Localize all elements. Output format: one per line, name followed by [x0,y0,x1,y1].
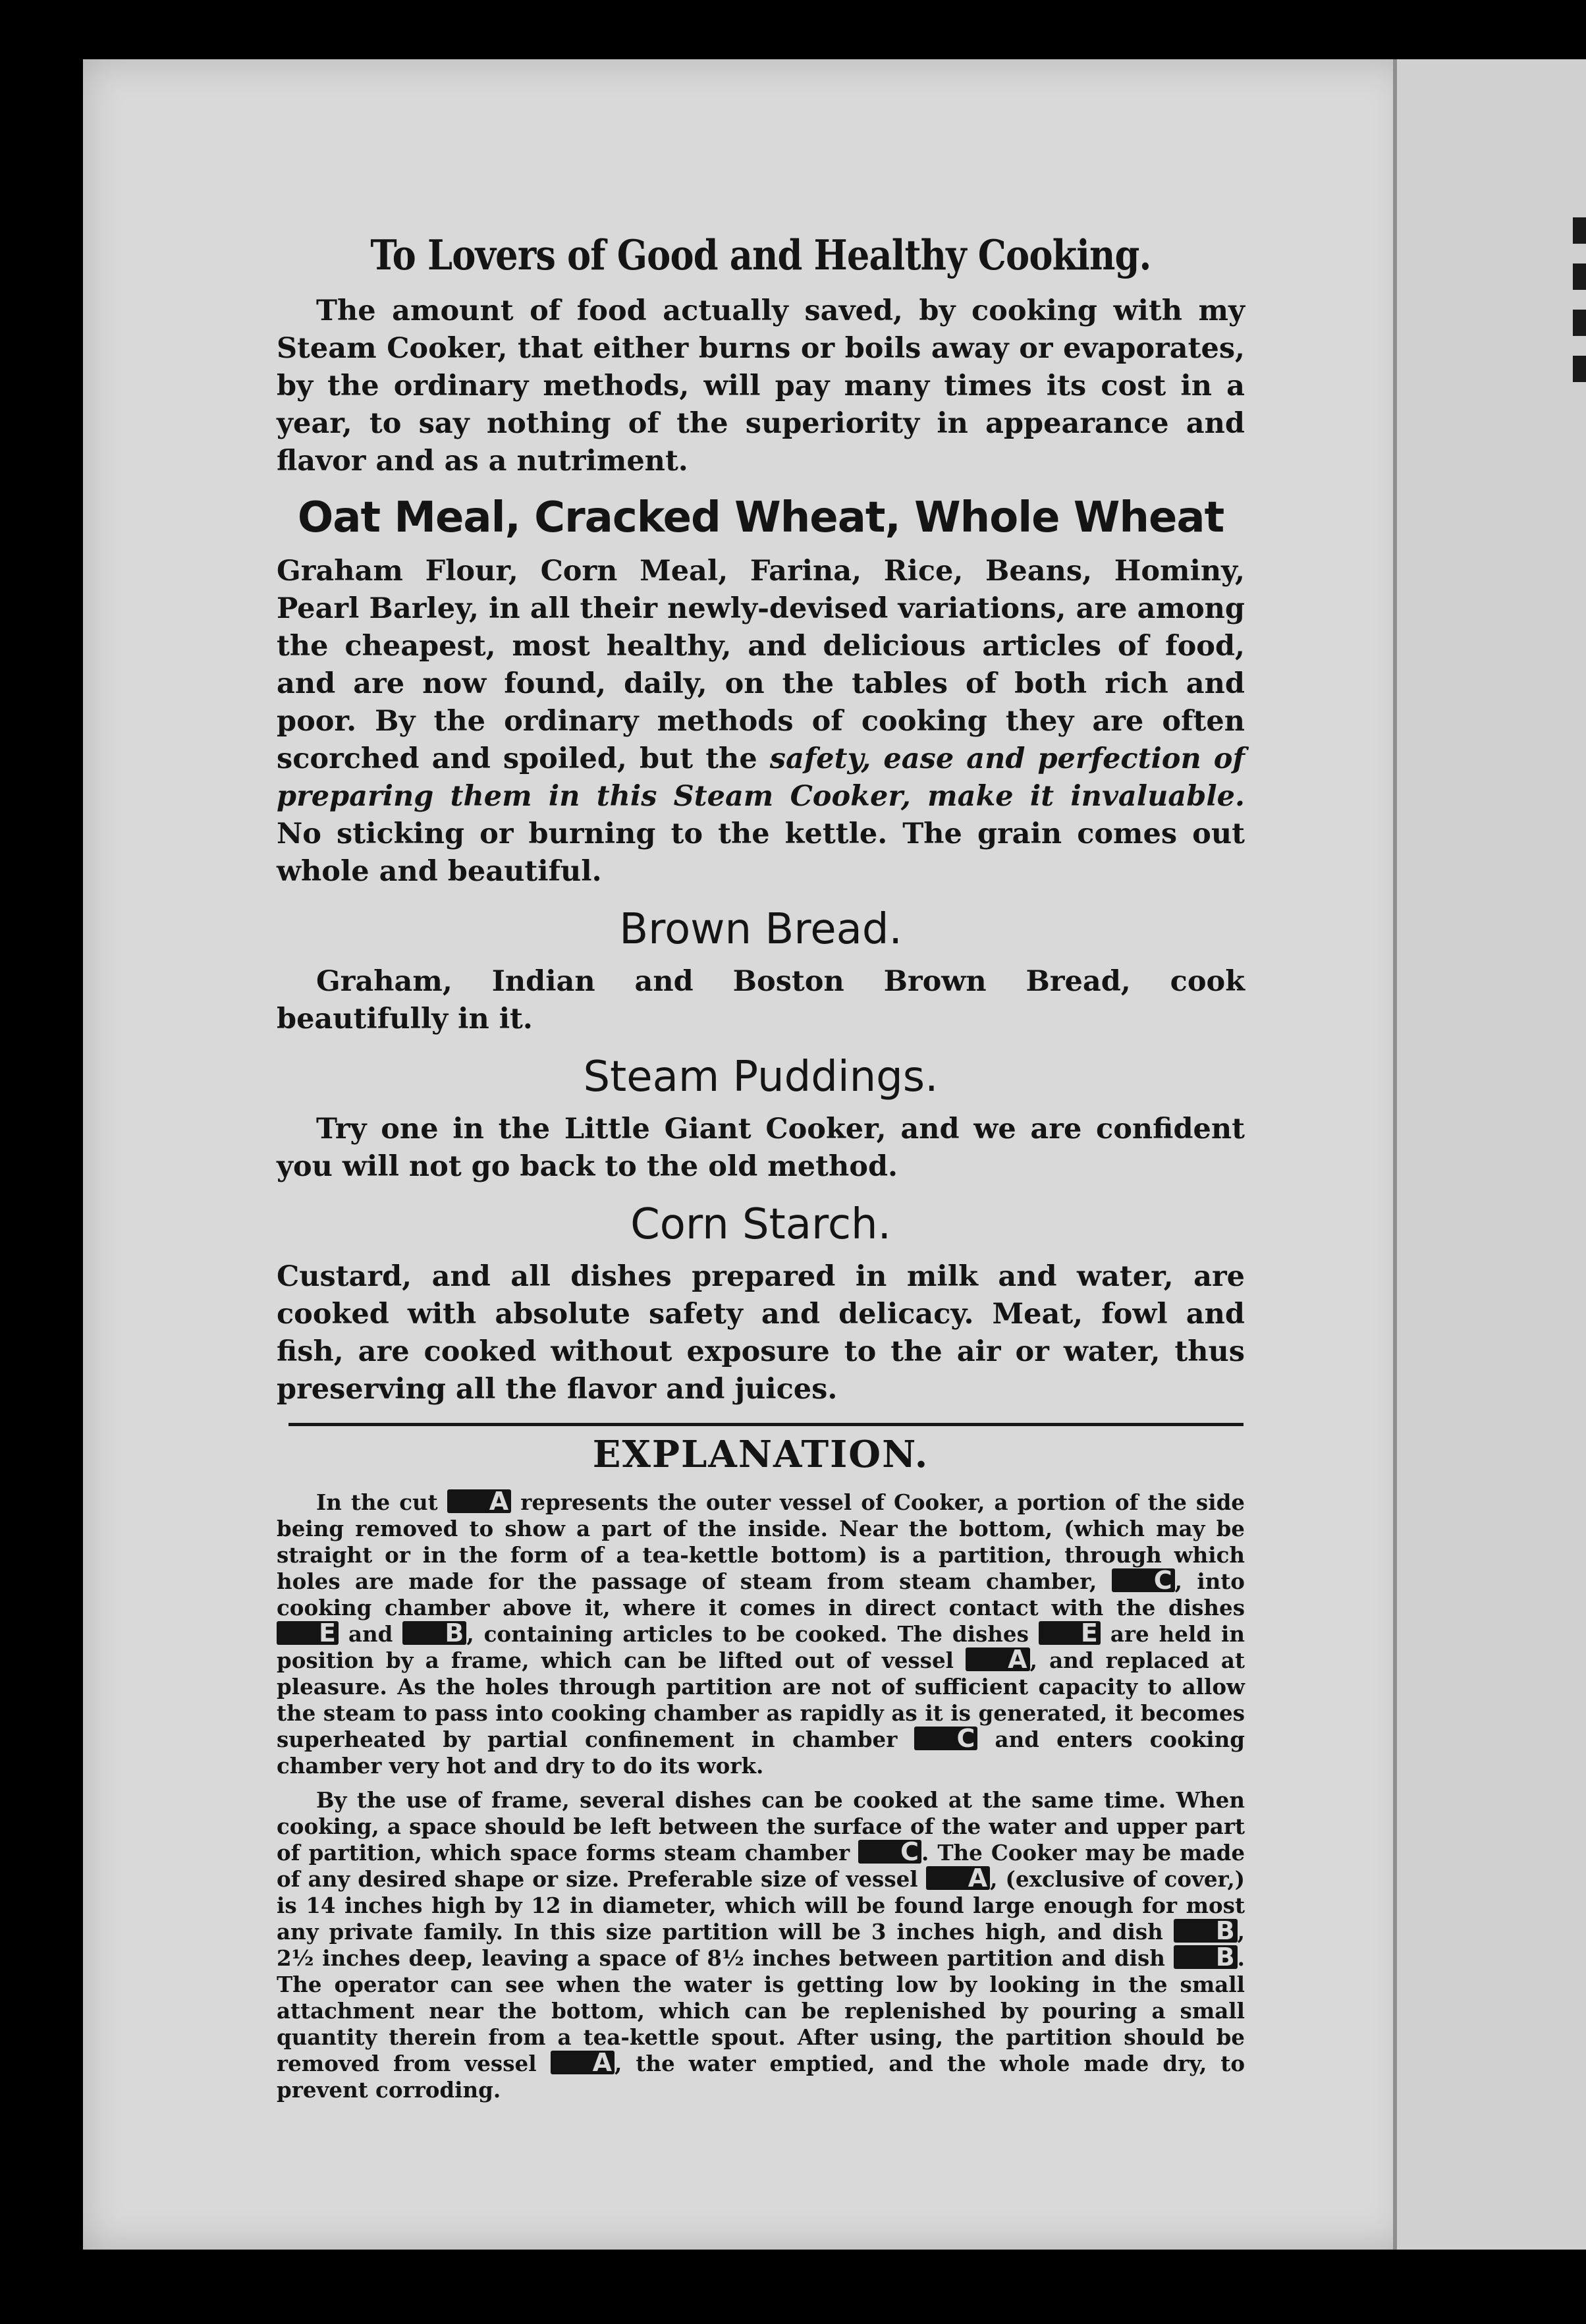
steam-puddings-heading: Steam Puddings. [583,1053,939,1101]
text-run: In the cut [316,1489,447,1515]
intro-paragraph: The amount of food actually saved, by cooking with my Steam Cooker, that either burns or boils away or evaporates, by the ordinary methods, will pay many times its cost in a year, to say nothing of the superiority in appearance and flavor and as a nutriment. [277,294,1245,478]
label-e-icon: E [277,1621,339,1645]
explanation-paragraph-1 [277,1489,1245,1779]
grains-text-2: No sticking or burning to the kettle. The grain comes out whole and beautiful. [277,817,1245,888]
text-run: are held in position by a frame, which can be lifted out of vessel [277,1621,1245,1673]
page-content [277,231,1245,2113]
text-run: , 2½ inches deep, leaving a space of 8½ inches between partition and dish [277,1919,1245,1971]
explanation-heading: EXPLANATION. [592,1433,929,1476]
edge-mark [1573,310,1586,336]
grains-heading: Oat Meal, Cracked Wheat, Whole Wheat [297,493,1224,542]
section-divider [288,1423,1244,1426]
text-run: , the water emptied, and the whole made dry, to prevent corroding. [277,2051,1245,2103]
label-e-icon: E [1039,1621,1101,1645]
edge-mark [1573,263,1586,290]
text-run: , (exclusive of cover,) is 14 inches high by 12 in diameter, which will be found large enough for most any private family. In this size partition will be 3 inches high, and dish [277,1866,1245,1945]
explanation-body [277,1489,1245,2103]
label-a-icon: A [447,1489,511,1513]
label-b-icon: B [1174,1945,1238,1969]
edge-mark [1573,356,1586,382]
text-run: , into cooking chamber above it, where it comes in direct contact with the dishes [277,1568,1245,1620]
grains-text-italic: safety, ease and perfection of preparing them in this Steam Cooker, make it invaluable. [277,742,1245,813]
text-run: and enters cooking chamber very hot and dry to do its work. [277,1727,1245,1779]
brown-bread-heading: Brown Bread. [619,905,902,954]
text-run: , containing articles to be cooked. The dishes [466,1621,1039,1647]
label-b-icon: B [1174,1919,1238,1943]
grains-paragraph [277,553,1245,891]
brown-bread-paragraph: Graham, Indian and Boston Brown Bread, cook beautifully in it. [277,965,1245,1036]
label-a-icon: A [966,1647,1029,1671]
adjacent-page-strip [1397,59,1586,2250]
explanation-paragraph-2 [277,1787,1245,2103]
label-c-icon: C [858,1840,921,1864]
label-a-icon: A [551,2051,615,2074]
text-run: . The operator can see when the water is getting low by looking in the small attachment near the bottom, which can be replenished by pouring a small quantity therein from a tea-kettle spout. After using, the partition should be removed from vessel [277,1945,1245,2076]
label-c-icon: C [1112,1568,1175,1592]
label-a-icon: A [926,1866,990,1890]
text-run: and [338,1621,403,1647]
text-run: By the use of frame, several dishes can be cooked at the same time. When cooking, a space should be left between the surface of the water and upper part of partition, which space forms steam chamber [277,1787,1245,1866]
label-c-icon: C [914,1727,977,1750]
text-run: , and replaced at pleasure. As the holes through partition are not of sufficient capacity to allow the steam to pass into cooking chamber as rapidly as it is generated, it becomes superheated by partial confinement in chamber [277,1647,1245,1752]
edge-mark [1573,217,1586,244]
label-b-icon: B [402,1621,466,1645]
page-title: To Lovers of Good and Healthy Cooking. [370,231,1151,279]
corn-starch-heading: Corn Starch. [630,1200,891,1249]
steam-puddings-paragraph: Try one in the Little Giant Cooker, and we are confident you will not go back to the old method. [277,1113,1245,1183]
grains-text-1: Graham Flour, Corn Meal, Farina, Rice, Beans, Hominy, Pearl Barley, in all their newly-devised variations, are among the cheapest, most healthy, and delicious articles of food, and are now found, daily, on the tables of both rich and poor. By the ordinary methods of cooking they are often scorched and spoiled, but the [277,555,1245,775]
corn-starch-paragraph: Custard, and all dishes prepared in milk and water, are cooked with absolute safety and delicacy. Meat, fowl and fish, are cooked without exposure to the air or water, thus preserving all the flavor and juices. [277,1260,1245,1406]
text-run: . The Cooker may be made of any desired shape or size. Preferable size of vessel [277,1840,1245,1892]
text-run: represents the outer vessel of Cooker, a portion of the side being removed to show a part of the inside. Near the bottom, (which may be straight or in the form of a tea-kettle bottom) is a partition, through which holes are made for the passage of steam from steam chamber, [277,1489,1245,1594]
